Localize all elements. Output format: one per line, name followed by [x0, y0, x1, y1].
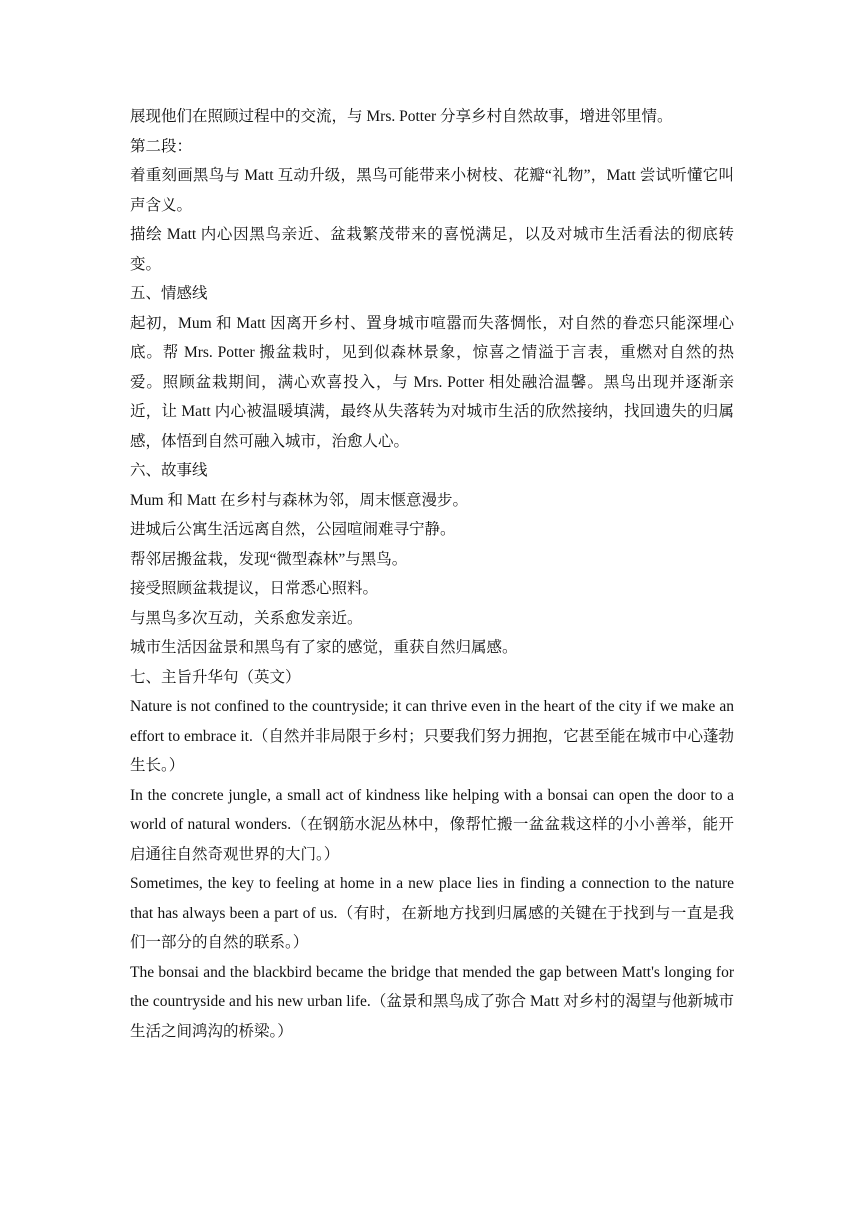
story-step: Mum 和 Matt 在乡村与森林为邻，周末惬意漫步。: [130, 491, 468, 509]
theme-sentence: Nature is not confined to the countryside; it can thrive even in the heart of the city if we make an effort to embrace it.（自然并非局限于乡村；只要我们努力拥抱，它甚至能在城市中心蓬勃生长。）: [130, 698, 734, 774]
theme-sentence: In the concrete jungle, a small act of kindness like helping with a bonsai can open the door to a world of natural wonders.（在钢筋水泥丛林中，像帮忙搬一盆盆栽这样的小小善举，能开启通往自然奇观世界的大门。）: [130, 786, 734, 863]
story-step: 帮邻居搬盆栽，发现“微型森林”与黑鸟。: [130, 550, 408, 568]
section-heading-story-line: 六、故事线: [130, 462, 208, 479]
theme-sentence: Sometimes, the key to feeling at home in a new place lies in finding a connection to the nature that has always been a part of us.（有时，在新地方找到归属感的关键在于找到与一直是我们一部分的自然的联系。）: [130, 875, 734, 951]
paragraph: 着重刻画黑鸟与 Matt 互动升级，黑鸟可能带来小树枝、花瓣“礼物”，Matt 尝试听懂它叫声含义。: [130, 167, 734, 214]
theme-sentence: The bonsai and the blackbird became the bridge that mended the gap between Matt's longing for the countryside and his new urban life.（盆景和黑鸟成了弥合 Matt 对乡村的渴望与他新城市生活之间鸿沟的桥梁。）: [130, 963, 734, 1040]
document-page: [130, 102, 734, 1046]
story-step: 与黑鸟多次互动，关系愈发亲近。: [130, 609, 363, 627]
section-heading-theme-sentences: 七、主旨升华句（英文）: [130, 668, 301, 686]
story-step: 接受照顾盆栽提议，日常悉心照料。: [130, 580, 379, 597]
story-step: 进城后公寓生活远离自然，公园喧闹难寻宁静。: [130, 521, 456, 538]
story-step: 城市生活因盆景和黑鸟有了家的感觉，重获自然归属感。: [130, 639, 518, 656]
paragraph: 展现他们在照顾过程中的交流，与 Mrs. Potter 分享乡村自然故事，增进邻里情。: [130, 108, 673, 125]
paragraph: 第二段：: [130, 137, 193, 155]
paragraph: 起初，Mum 和 Matt 因离开乡村、置身城市喧嚣而失落惆怅，对自然的眷恋只能深埋心底。帮 Mrs. Potter 搬盆栽时，见到似森林景象，惊喜之情溢于言表，重燃对自然的热爱。照顾盆栽期间，满心欢喜投入，与 Mrs. Potter 相处融洽温馨。黑鸟出现并逐渐亲近，让 Matt 内心被温暖填满，最终从失落转为对城市生活的欣然接纳，找回遗失的归属感，体悟到自然可融入城市，治愈人心。: [130, 314, 734, 450]
section-heading-emotion-line: 五、情感线: [130, 285, 208, 302]
paragraph: 描绘 Matt 内心因黑鸟亲近、盆栽繁茂带来的喜悦满足，以及对城市生活看法的彻底转变。: [130, 226, 734, 273]
